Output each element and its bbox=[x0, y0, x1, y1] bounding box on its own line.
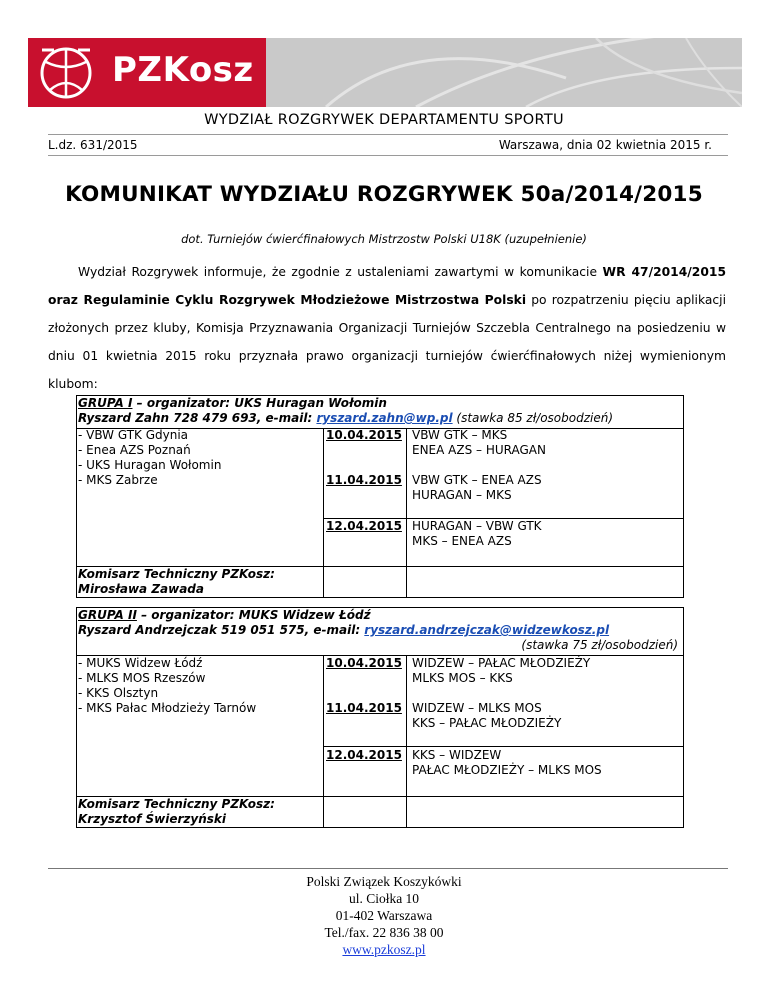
website-link[interactable]: www.pzkosz.pl bbox=[342, 942, 426, 957]
header-rule-lower bbox=[48, 155, 728, 156]
footer-website bbox=[0, 941, 768, 958]
intro-bold-reference: WR 47/2014/2015 oraz Regulaminie Cyklu Rozgrywek Młodzieżowe Mistrzostwa Polski bbox=[48, 265, 727, 307]
commissioner-name: Krzysztof Świerzyński bbox=[78, 812, 227, 826]
header-rule bbox=[48, 134, 728, 135]
team-item: - MLKS MOS Rzeszów bbox=[78, 671, 206, 685]
team-item: - VBW GTK Gdynia bbox=[78, 428, 189, 442]
match-game: HURAGAN – MKS bbox=[412, 488, 512, 502]
team-item: - MUKS Widzew Łódź bbox=[78, 656, 203, 670]
group-table-1 bbox=[76, 392, 684, 598]
footer-street: ul. Ciołka 10 bbox=[348, 891, 420, 906]
match-date: 12.04.2015 bbox=[326, 519, 402, 533]
banner-decoration bbox=[266, 38, 742, 107]
match-date: 12.04.2015 bbox=[326, 748, 402, 762]
intro-paragraph: Wydział Rozgrywek informuje, że zgodnie z ustaleniami zawartymi w komunikacie WR 47/2014/2015 oraz Regulaminie Cyklu Rozgrywek Młodzieżowe Mistrzostwa Polski po rozpatrzeniu pięciu aplikacji złożonych przez kluby, Komisja Przyznawania Organizacji Turniejów Szczebla Centralnego na posiedzeniu w dniu 01 kwietnia 2015 roku przyznała prawo organizacji turniejów ćwierćfinałowych niżej wymienionym klubom: bbox=[48, 265, 727, 391]
commissioner-label: Komisarz Techniczny PZKosz: bbox=[78, 797, 275, 811]
match-date: 11.04.2015 bbox=[326, 701, 402, 715]
department-heading: WYDZIAŁ ROZGRYWEK DEPARTAMENTU SPORTU bbox=[204, 112, 564, 128]
team-item: - MKS Pałac Młodzieży Tarnów bbox=[78, 701, 257, 715]
group-table-2 bbox=[76, 604, 684, 828]
organizer-email-link[interactable]: ryszard.andrzejczak@widzewkosz.pl bbox=[364, 623, 610, 637]
team-item: - Enea AZS Poznań bbox=[78, 443, 191, 457]
match-game: KKS – WIDZEW bbox=[412, 748, 502, 762]
match-date: 11.04.2015 bbox=[326, 473, 402, 487]
footer-rule bbox=[48, 868, 728, 869]
match-game: WIDZEW – MLKS MOS bbox=[412, 701, 542, 715]
match-game: KKS – PAŁAC MŁODZIEŻY bbox=[412, 716, 562, 730]
match-game: HURAGAN – VBW GTK bbox=[412, 519, 542, 533]
footer-org: Polski Związek Koszykówki bbox=[306, 874, 462, 889]
basketball-logo-icon bbox=[32, 40, 100, 106]
match-game: PAŁAC MŁODZIEŻY – MLKS MOS bbox=[412, 763, 602, 777]
commissioner-label: Komisarz Techniczny PZKosz: bbox=[78, 567, 275, 581]
page-title: KOMUNIKAT WYDZIAŁU ROZGRYWEK 50a/2014/2015 bbox=[65, 182, 703, 207]
organizer-email-link[interactable]: ryszard.zahn@wp.pl bbox=[316, 411, 453, 425]
group-heading: GRUPA I – organizator: UKS Huragan Wołomin bbox=[78, 396, 387, 410]
match-game: ENEA AZS – HURAGAN bbox=[412, 443, 546, 457]
match-game: VBW GTK – ENEA AZS bbox=[412, 473, 542, 487]
match-game: MLKS MOS – KKS bbox=[412, 671, 513, 685]
commissioner-name: Mirosława Zawada bbox=[78, 582, 204, 596]
match-game: MKS – ENEA AZS bbox=[412, 534, 512, 548]
header-banner bbox=[28, 38, 742, 107]
organizer-contact: Ryszard Zahn 728 479 693, e-mail: ryszard.zahn@wp.pl (stawka 85 zł/osobodzień) bbox=[78, 411, 614, 425]
match-game: WIDZEW – PAŁAC MŁODZIEŻY bbox=[412, 656, 591, 670]
pzkosz-logo[interactable] bbox=[28, 38, 266, 107]
match-date: 10.04.2015 bbox=[326, 656, 402, 670]
place-date: Warszawa, dnia 02 kwietnia 2015 r. bbox=[498, 138, 712, 152]
team-item: - UKS Huragan Wołomin bbox=[78, 458, 222, 472]
footer-phone: Tel./fax. 22 836 38 00 bbox=[324, 925, 444, 940]
organizer-contact: Ryszard Andrzejczak 519 051 575, e-mail: ryszard.andrzejczak@widzewkosz.pl bbox=[78, 623, 610, 637]
match-date: 10.04.2015 bbox=[326, 428, 402, 442]
subtitle: dot. Turniejów ćwierćfinałowych Mistrzostw Polski U18K (uzupełnienie) bbox=[181, 232, 587, 246]
logo-text: PZKosz bbox=[112, 50, 254, 90]
match-game: VBW GTK – MKS bbox=[412, 428, 508, 442]
team-item: - KKS Olsztyn bbox=[78, 686, 159, 700]
footer-city: 01-402 Warszawa bbox=[335, 908, 433, 923]
reference-number: L.dz. 631/2015 bbox=[48, 138, 138, 152]
group-heading: GRUPA II – organizator: MUKS Widzew Łódź bbox=[78, 608, 371, 622]
team-item: - MKS Zabrze bbox=[78, 473, 158, 487]
rate-note: (stawka 75 zł/osobodzień) bbox=[521, 638, 678, 652]
